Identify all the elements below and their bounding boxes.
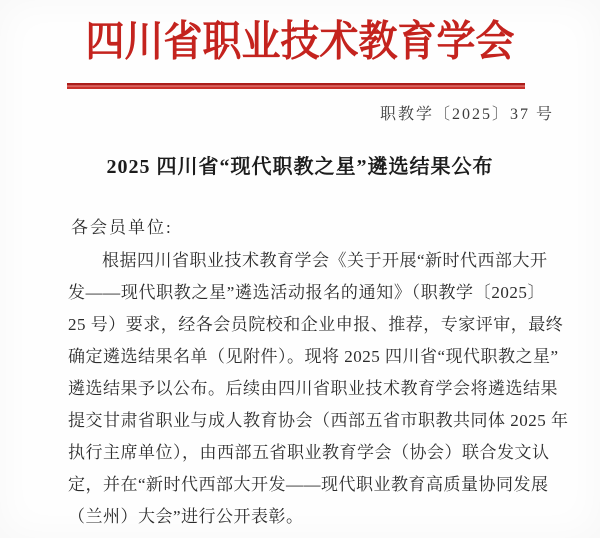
letterhead-separator-rule (67, 83, 525, 89)
body-line: 25 号）要求，经各会员院校和企业申报、推荐，专家评审，最终 (68, 315, 564, 334)
document-title: 2025 四川省“现代职教之星”遴选结果公布 (106, 156, 494, 178)
body-line: 根据四川省职业技术教育学会《关于开展“新时代西部大开 (102, 251, 548, 270)
body-line: 确定遴选结果名单（见附件）。现将 2025 四川省“现代职教之星” (68, 347, 559, 366)
body-line: 提交甘肃省职业与成人教育协会（西部五省市职教共同体 2025 年 (68, 411, 569, 430)
body-line: 发——现代职教之星”遴选活动报名的通知》（职教学〔2025〕 (68, 283, 545, 302)
body-paragraph (68, 245, 569, 533)
body-line: 遴选结果予以公布。后续由四川省职业技术教育学会将遴选结果 (68, 379, 558, 398)
salutation: 各会员单位: (71, 218, 173, 237)
body-line: （兰州）大会”进行公开表彰。 (68, 507, 304, 526)
letterhead-org-name: 四川省职业技术教育学会 (85, 18, 515, 66)
body-line: 执行主席单位），由西部五省职业教育学会（协会）联合发文认 (68, 443, 550, 462)
document-reference-number: 职教学〔2025〕37 号 (379, 106, 554, 123)
body-line: 定，并在“新时代西部大开发——现代职业教育高质量协同发展 (68, 475, 549, 494)
